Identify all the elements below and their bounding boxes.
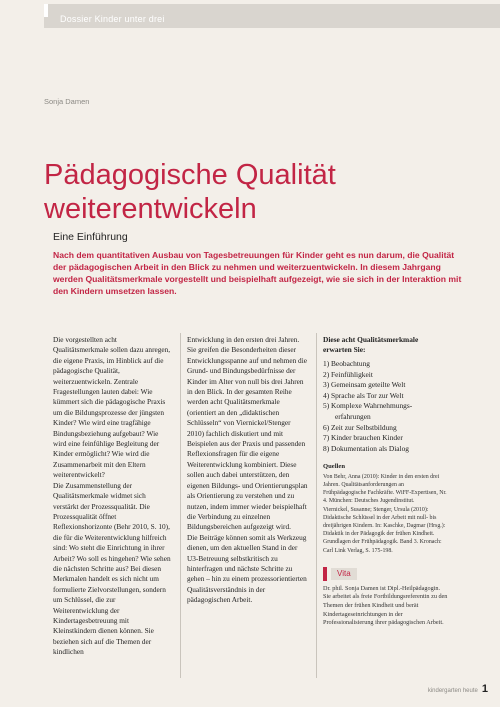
column-divider	[180, 333, 181, 678]
page-number: 1	[481, 683, 488, 695]
vita-marker	[323, 567, 327, 581]
section-label: Dossier Kinder unter drei	[60, 14, 165, 24]
body-column-1	[53, 335, 171, 658]
title-line-2: weiterentwickeln	[44, 193, 257, 225]
header-marker	[44, 4, 48, 17]
page-footer	[428, 683, 488, 695]
source-entry: Viernickel, Susanne; Stenger, Ursula (2010): Didaktische Schlüssel in der Arbeit mit null- bis dreijährigen Kindern. In: Kaschke, Dagmar (Hrsg.): Didaktik in der Pädagogik der frühen Kindheit. Grundlagen der Frühpädagogik. Band 3. Kronach: Carl Link Verlag, S. 175-198.	[323, 506, 446, 554]
box-title: Diese acht Qualitätsmerkmale erwarten Sie:	[323, 335, 419, 354]
vita-label: Vita	[331, 568, 357, 580]
list-item: 5) Komplexe Wahrnehmungs-	[323, 401, 413, 411]
list-item: 1) Beobachtung	[323, 359, 370, 368]
body-paragraph: Die Beiträge können somit als Werkzeug dienen, um den aktuellen Stand in der U3-Betreuung selbstkritisch zu hinterfragen und nächste Schritte zu gehen – hin zu einem prozessorientierten Qualitätsverständnis in der pädagogischen Arbeit.	[187, 532, 307, 605]
vita-text: Dr. phil. Sonja Damen ist Dipl.-Heilpädagogin. Sie arbeitet als freie Fortbildungsreferentin zu den Themen der frühen Kindheit und berät Kindertageseinrichtungen in der Professionalisierung ihrer pädagogischen Arbeit.	[323, 584, 448, 627]
source-entry: Von Behr, Anna (2010): Kinder in den ersten drei Jahren. Qualitätsanforderungen an Frühpädagogische Fachkräfte. WiFF-Expertisen, Nr. 4. München: Deutsches Jugendinstitut.	[323, 473, 447, 505]
sidebar-column	[323, 335, 448, 628]
sources-title: Quellen	[323, 463, 345, 471]
article-subtitle: Eine Einführung	[53, 231, 128, 243]
title-line-1: Pädagogische Qualität	[44, 159, 336, 191]
list-item: 2) Feinfühligkeit	[323, 369, 373, 379]
author-name: Sonja Damen	[44, 97, 90, 106]
column-divider	[316, 333, 317, 678]
body-column-2	[187, 335, 308, 606]
lead-paragraph: Nach dem quantitativen Ausbau von Tagesbetreuungen für Kinder geht es nun darum, die Qualität der pädagogischen Arbeit in den Blick zu nehmen und weiterzuentwickeln. In diesem Jahrgang werden Qualitätsmerkmale vorgestellt und beispielhaft aufgezeigt, wie sie sich in der Interaktion mit den Kindern umsetzen lassen.	[53, 250, 462, 296]
list-item: 6) Zeit zur Selbstbildung	[323, 422, 397, 432]
list-item: 7) Kinder brauchen Kinder	[323, 433, 403, 443]
vita-header	[323, 567, 448, 581]
list-item: 3) Gemeinsam geteilte Welt	[323, 380, 406, 390]
list-item: 4) Sprache als Tor zur Welt	[323, 390, 404, 400]
list-item: 8) Dokumentation als Dialog	[323, 443, 410, 453]
body-paragraph: Die vorgestellten acht Qualitätsmerkmale sollen dazu anregen, die eigene Praxis, im Hinblick auf die pädagogische Qualität, weiterzuentwickeln. Zentrale Fragestellungen lauten dabei: Wie kümmert sich die pädagogische Praxis um die Bildungsprozesse der jüngsten Kinder? Wie wird eine tragfähige Bindungsbeziehung aufgebaut? Wie wird eine feinfühlige Begleitung der Kinder ermöglicht? Wie wird die Zusammenarbeit mit den Eltern weiterentwickelt?	[53, 335, 171, 480]
body-paragraph: Entwicklung in den ersten drei Jahren. Sie greifen die Besonderheiten dieser Entwicklungsspanne auf und nehmen die Grund- und Bindungsbedürfnisse der Kinder im Alter von null bis drei Jahren in den Blick. In der gesamten Reihe werden acht Qualitätsmerkmale (orientiert an den „didaktischen Schlüsseln“ von Viernickel/Stenger 2010) fachlich diskutiert und mit Beispielen aus der Praxis und passenden Reflexionsfragen für die eigene Weiterentwicklung kombiniert. Diese sollen auch dabei unterstützen, den eigenen Bildungs- und Orientierungsplan als Orientierung zu verstehen und zu nutzen, indem immer wieder beispielhaft die Verbindung zu einzelnen Bildungsbereichen aufgezeigt wird.	[187, 335, 308, 532]
list-item: erfahrungen	[335, 411, 371, 421]
magazine-name: kindergarten heute	[427, 688, 478, 694]
body-paragraph: Die Zusammenstellung der Qualitätsmerkmale widmet sich verstärkt der Prozessqualität. Die Prozessqualität öffnet Reflexionshorizonte (Behr 2010, S. 10), die für die Weiterentwicklung hilfreich sind: Wo steht die Einrichtung in ihrer Arbeit? Wo soll es hingehen? Wie sehen die nächsten Schritte aus? Bei diesen Merkmalen handelt es sich nicht um formulierte Zielvorstellungen, sondern um Schlüssel, die zur Weiterentwicklung der Kindertagesbetreuung mit Kleinstkindern dienen können. Sie beziehen sich auf die Themen der kindlichen	[53, 480, 171, 657]
article-title	[44, 158, 336, 226]
